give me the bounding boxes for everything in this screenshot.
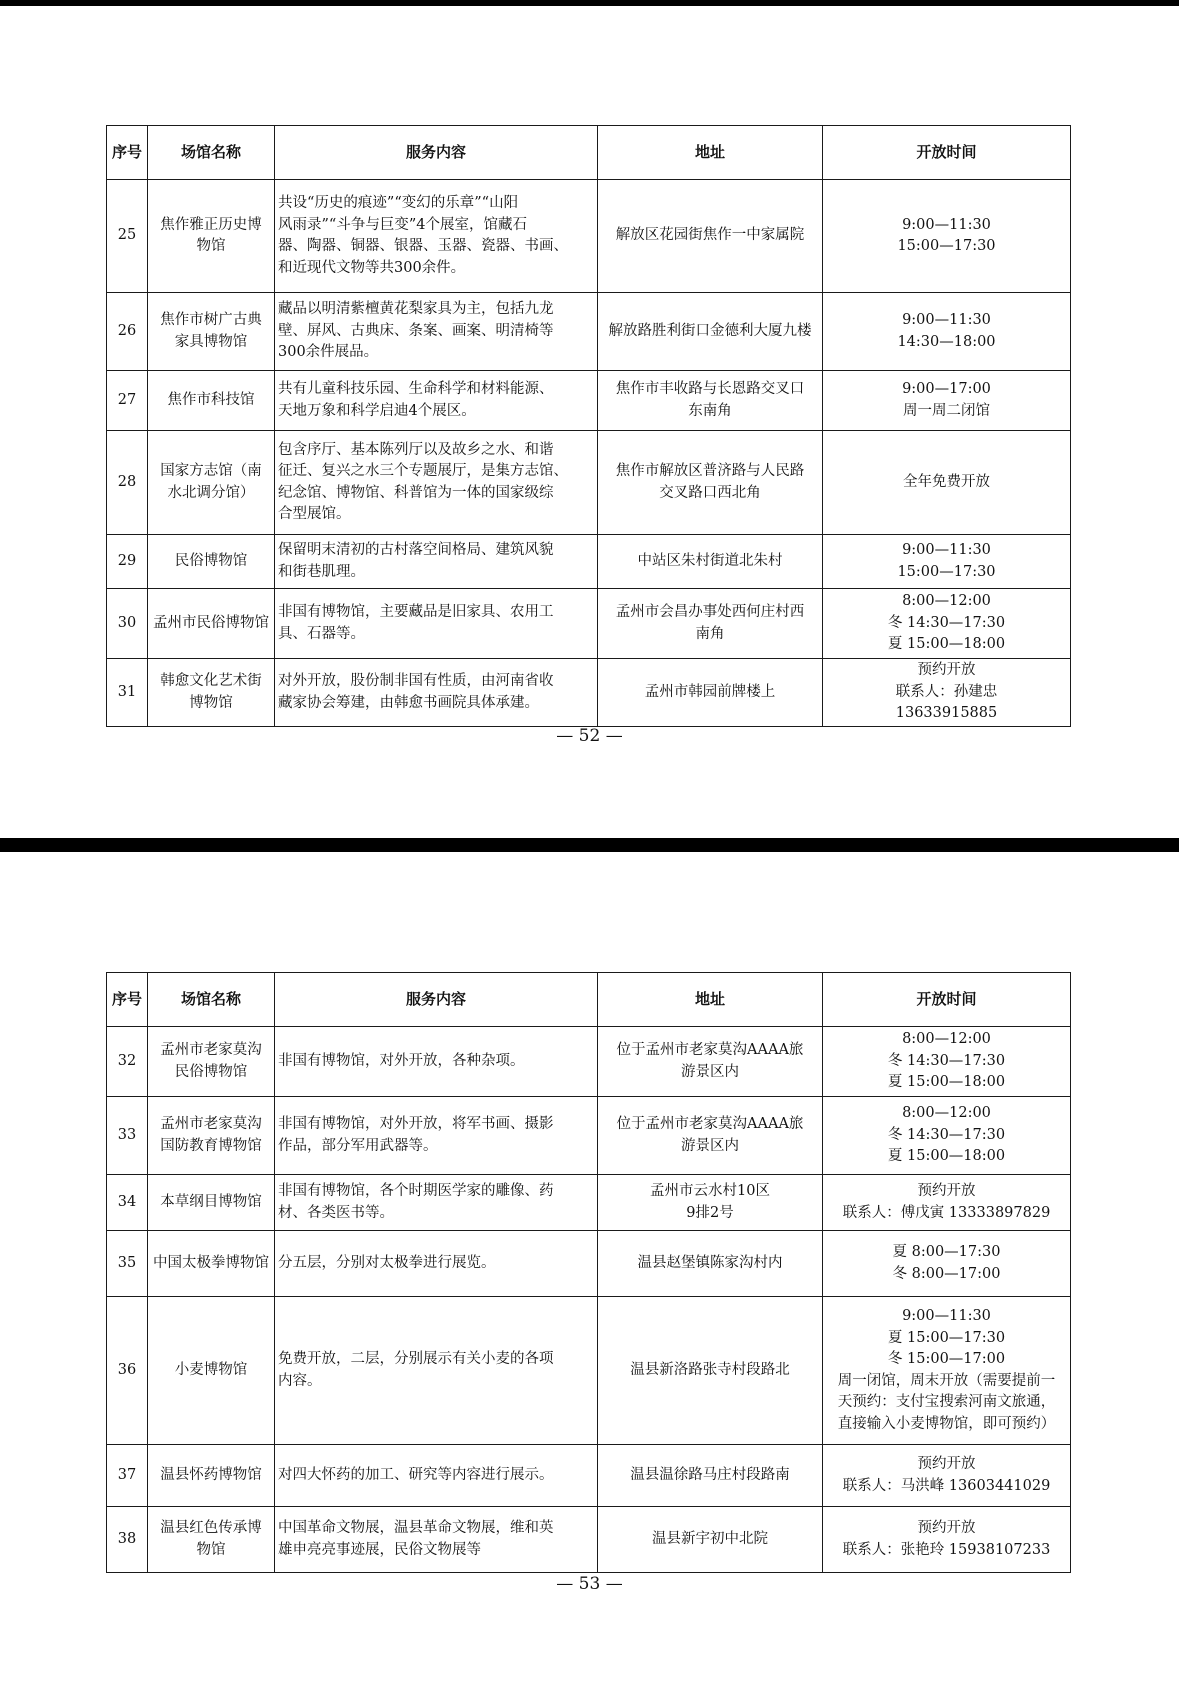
cell-service-content [275, 1507, 598, 1573]
cell-address [598, 1297, 823, 1445]
cell-opening-hours [823, 180, 1071, 293]
cell-venue-name-line: 本草纲目博物馆 [160, 1193, 262, 1210]
table-row [107, 589, 1071, 659]
cell-address [598, 180, 823, 293]
cell-address-line: 温县温徐路马庄村段路南 [630, 1466, 790, 1483]
museum-table-page-53 [106, 972, 1071, 1573]
table-row [107, 1231, 1071, 1297]
cell-opening-hours-line: 全年免费开放 [903, 473, 990, 490]
table-row [107, 180, 1071, 293]
cell-venue-name-line: 物馆 [196, 1541, 226, 1558]
cell-opening-hours-line: 夏 15:00—17:30 [887, 1329, 1006, 1346]
cell-opening-hours-line: 夏 8:00—17:30 [892, 1244, 1001, 1260]
cell-service-content [275, 1097, 598, 1175]
cell-number: 34 [107, 1175, 148, 1231]
cell-venue-name-line: 孟州市老家莫沟 [160, 1116, 262, 1132]
cell-service-content-line: 非国有博物馆，对外开放，各种杂项。 [278, 1052, 525, 1069]
cell-service-content-line: 征迁、复兴之水三个专题展厅，是集方志馆、 [278, 463, 568, 479]
cell-opening-hours-line: 冬 14:30—17:30 [887, 1052, 1006, 1069]
cell-opening-hours [823, 371, 1071, 431]
cell-service-content [275, 659, 598, 727]
cell-venue-name-line: 博物馆 [189, 694, 233, 711]
cell-address-line: 南角 [695, 625, 725, 642]
cell-opening-hours-line: 联系人：傅戊寅 13333897829 [842, 1204, 1051, 1221]
cell-venue-name-line: 孟州市民俗博物馆 [153, 614, 269, 631]
cell-venue-name [148, 1231, 275, 1297]
top-black-bar [0, 0, 1179, 6]
cell-number: 26 [107, 293, 148, 371]
cell-address [598, 589, 823, 659]
cell-opening-hours-line: 13633915885 [895, 705, 998, 722]
cell-service-content-line: 免费开放，二层，分别展示有关小麦的各项 [278, 1351, 554, 1367]
cell-opening-hours-line: 15:00—17:30 [897, 563, 996, 580]
cell-service-content [275, 535, 598, 589]
museum-table-page-52 [106, 125, 1071, 727]
cell-venue-name-line: 温县红色传承博 [160, 1520, 262, 1536]
table-row [107, 659, 1071, 727]
middle-black-bar [0, 838, 1179, 852]
cell-address-line: 游景区内 [681, 1137, 739, 1154]
cell-address [598, 1175, 823, 1231]
cell-opening-hours [823, 1027, 1071, 1097]
cell-number: 29 [107, 535, 148, 589]
table-row [107, 293, 1071, 371]
cell-address [598, 1445, 823, 1507]
cell-address-line: 解放区花园街焦作一中家属院 [615, 227, 805, 244]
cell-opening-hours [823, 1231, 1071, 1297]
cell-address [598, 1507, 823, 1573]
cell-opening-hours [823, 659, 1071, 727]
cell-venue-name-line: 温县怀药博物馆 [160, 1466, 262, 1483]
cell-service-content-line: 保留明末清初的古村落空间格局、建筑风貌 [278, 542, 554, 558]
cell-opening-hours-line: 14:30—18:00 [897, 333, 996, 350]
cell-venue-name-line: 焦作市树广古典 [160, 312, 262, 328]
cell-opening-hours [823, 535, 1071, 589]
cell-opening-hours [823, 1297, 1071, 1445]
cell-opening-hours-line: 9:00—11:30 [902, 542, 991, 558]
header-no: 序号 [107, 973, 148, 1027]
cell-opening-hours-line: 冬 8:00—17:00 [892, 1265, 1001, 1282]
cell-number: 38 [107, 1507, 148, 1573]
cell-venue-name [148, 1445, 275, 1507]
cell-service-content [275, 371, 598, 431]
cell-service-content-line: 器、陶器、铜器、银器、玉器、瓷器、书画、 [278, 238, 568, 254]
cell-address [598, 659, 823, 727]
table-row [107, 431, 1071, 535]
cell-service-content-line: 非国有博物馆，各个时期医学家的雕像、药 [278, 1183, 554, 1199]
cell-address [598, 1027, 823, 1097]
cell-opening-hours-line: 9:00—11:30 [902, 312, 991, 328]
cell-service-content-line: 非国有博物馆，对外开放，将军书画、摄影 [278, 1116, 554, 1132]
cell-address-line: 温县新宇初中北院 [652, 1530, 768, 1547]
cell-venue-name-line: 小麦博物馆 [174, 1361, 248, 1378]
cell-venue-name-line: 国防教育博物馆 [160, 1137, 262, 1154]
cell-number: 25 [107, 180, 148, 293]
cell-address-line: 孟州市会昌办事处西何庄村西 [615, 604, 805, 620]
page-number: — 52 — [556, 726, 623, 746]
cell-opening-hours-line: 周一闭馆，周末开放（需要提前一 [837, 1372, 1056, 1389]
cell-venue-name-line: 中国太极拳博物馆 [153, 1254, 269, 1271]
header-hours: 开放时间 [823, 973, 1071, 1027]
cell-address-line: 孟州市韩园前牌楼上 [644, 683, 776, 700]
cell-service-content [275, 1175, 598, 1231]
cell-service-content-line: 共有儿童科技乐园、生命科学和材料能源、 [278, 381, 554, 397]
cell-address-line: 交叉路口西北角 [659, 484, 761, 501]
cell-venue-name-line: 焦作市科技馆 [167, 391, 255, 408]
cell-opening-hours [823, 1445, 1071, 1507]
table-header-row [107, 126, 1071, 180]
cell-service-content-line: 藏品以明清紫檀黄花梨家具为主，包括九龙 [278, 301, 554, 318]
cell-venue-name [148, 371, 275, 431]
cell-address [598, 535, 823, 589]
cell-service-content-line: 天地万象和科学启迪4个展区。 [278, 402, 476, 419]
cell-opening-hours-line: 夏 15:00—18:00 [887, 636, 1006, 653]
cell-number: 27 [107, 371, 148, 431]
cell-venue-name-line: 国家方志馆（南 [160, 463, 262, 479]
cell-opening-hours-line: 冬 15:00—17:00 [887, 1351, 1006, 1367]
cell-venue-name [148, 1175, 275, 1231]
cell-venue-name [148, 431, 275, 535]
cell-service-content [275, 1445, 598, 1507]
cell-venue-name-line: 家具博物馆 [174, 333, 248, 350]
header-hours: 开放时间 [823, 126, 1071, 180]
cell-number: 35 [107, 1231, 148, 1297]
cell-service-content-line: 和街巷肌理。 [278, 563, 365, 580]
cell-number: 30 [107, 589, 148, 659]
cell-opening-hours-line: 预约开放 [917, 1520, 976, 1536]
table-header-row [107, 973, 1071, 1027]
cell-number: 36 [107, 1297, 148, 1445]
cell-address-line: 温县新洛路张寺村段路北 [630, 1361, 790, 1378]
cell-venue-name [148, 589, 275, 659]
cell-address-line: 焦作市解放区普济路与人民路 [615, 463, 805, 479]
cell-number: 32 [107, 1027, 148, 1097]
cell-address [598, 293, 823, 371]
table-row [107, 1097, 1071, 1175]
cell-opening-hours-line: 周一周二闭馆 [903, 402, 990, 419]
cell-venue-name [148, 659, 275, 727]
cell-venue-name-line: 民俗博物馆 [174, 552, 248, 569]
table-row [107, 1507, 1071, 1573]
cell-service-content [275, 1027, 598, 1097]
cell-opening-hours-line: 8:00—12:00 [902, 593, 991, 610]
cell-address [598, 371, 823, 431]
cell-address-line: 9排2号 [686, 1204, 734, 1221]
cell-opening-hours-line: 直接输入小麦博物馆，即可预约） [837, 1415, 1056, 1432]
header-address: 地址 [598, 126, 823, 180]
cell-opening-hours-line: 预约开放 [917, 662, 976, 679]
cell-service-content-line: 对外开放，股份制非国有性质，由河南省收 [278, 673, 554, 689]
cell-service-content-line: 和近现代文物等共300余件。 [278, 259, 466, 276]
cell-service-content [275, 293, 598, 371]
cell-venue-name-line: 孟州市老家莫沟 [160, 1042, 262, 1058]
cell-opening-hours [823, 293, 1071, 371]
table-row [107, 371, 1071, 431]
cell-service-content [275, 180, 598, 293]
cell-service-content-line: 非国有博物馆，主要藏品是旧家具、农用工 [278, 604, 554, 620]
cell-opening-hours [823, 1507, 1071, 1573]
cell-venue-name-line: 水北调分馆） [167, 484, 255, 501]
cell-opening-hours-line: 联系人：张艳玲 15938107233 [842, 1541, 1051, 1558]
cell-address-line: 温县赵堡镇陈家沟村内 [637, 1254, 783, 1271]
header-name: 场馆名称 [148, 973, 275, 1027]
cell-opening-hours-line: 8:00—12:00 [902, 1105, 991, 1122]
cell-service-content-line: 300余件展品。 [278, 344, 379, 361]
cell-service-content-line: 作品，部分军用武器等。 [278, 1137, 438, 1154]
page-number: — 53 — [556, 1574, 623, 1594]
header-content: 服务内容 [275, 126, 598, 180]
cell-venue-name [148, 535, 275, 589]
cell-number: 37 [107, 1445, 148, 1507]
cell-opening-hours-line: 夏 15:00—18:00 [887, 1074, 1006, 1091]
cell-service-content-line: 藏家协会筹建，由韩愈书画院具体承建。 [278, 694, 539, 711]
header-content: 服务内容 [275, 973, 598, 1027]
cell-opening-hours-line: 9:00—11:30 [902, 216, 991, 233]
cell-venue-name [148, 1097, 275, 1175]
cell-address-line: 东南角 [688, 402, 732, 419]
cell-address-line: 解放路胜利街口金德利大厦九楼 [608, 322, 812, 339]
cell-service-content [275, 1297, 598, 1445]
cell-venue-name [148, 293, 275, 371]
cell-opening-hours-line: 15:00—17:30 [897, 238, 996, 254]
cell-service-content-line: 内容。 [278, 1372, 322, 1389]
cell-number: 31 [107, 659, 148, 727]
cell-address [598, 431, 823, 535]
cell-venue-name [148, 180, 275, 293]
cell-opening-hours [823, 1175, 1071, 1231]
header-address: 地址 [598, 973, 823, 1027]
header-name: 场馆名称 [148, 126, 275, 180]
cell-address-line: 焦作市丰收路与长恩路交叉口 [615, 381, 805, 397]
cell-opening-hours [823, 1097, 1071, 1175]
cell-venue-name-line: 民俗博物馆 [174, 1063, 248, 1080]
cell-venue-name-line: 焦作雅正历史博 [160, 216, 262, 233]
cell-opening-hours-line: 联系人：马洪峰 13603441029 [842, 1477, 1051, 1494]
cell-opening-hours-line: 联系人：孙建忠 [895, 683, 998, 700]
table-row [107, 1027, 1071, 1097]
cell-opening-hours-line: 冬 14:30—17:30 [887, 1126, 1006, 1143]
cell-opening-hours-line: 预约开放 [917, 1456, 976, 1472]
cell-opening-hours-line: 冬 14:30—17:30 [887, 614, 1006, 631]
cell-service-content-line: 中国革命文物展，温县革命文物展，维和英 [278, 1520, 554, 1536]
cell-service-content-line: 对四大怀药的加工、研究等内容进行展示。 [278, 1466, 554, 1483]
cell-service-content [275, 1231, 598, 1297]
table-row [107, 535, 1071, 589]
cell-opening-hours [823, 431, 1071, 535]
cell-service-content-line: 材、各类医书等。 [278, 1204, 394, 1221]
cell-address-line: 中站区朱村街道北朱村 [637, 552, 783, 569]
cell-service-content [275, 589, 598, 659]
cell-opening-hours-line: 8:00—12:00 [902, 1031, 991, 1048]
cell-venue-name [148, 1297, 275, 1445]
cell-service-content-line: 具、石器等。 [278, 625, 365, 642]
cell-service-content-line: 分五层，分别对太极拳进行展览。 [278, 1254, 496, 1271]
cell-venue-name [148, 1507, 275, 1573]
cell-address-line: 游景区内 [681, 1063, 739, 1080]
cell-address [598, 1097, 823, 1175]
table-row [107, 1175, 1071, 1231]
cell-opening-hours-line: 夏 15:00—18:00 [887, 1148, 1006, 1165]
header-no: 序号 [107, 126, 148, 180]
cell-opening-hours-line: 天预约：支付宝搜索河南文旅通， [837, 1394, 1056, 1410]
cell-number: 33 [107, 1097, 148, 1175]
cell-venue-name [148, 1027, 275, 1097]
cell-venue-name-line: 韩愈文化艺术街 [160, 673, 262, 689]
cell-address-line: 孟州市云水村10区 [650, 1183, 770, 1199]
table-row [107, 1297, 1071, 1445]
cell-address [598, 1231, 823, 1297]
cell-opening-hours-line: 9:00—17:00 [902, 381, 991, 397]
cell-number: 28 [107, 431, 148, 535]
cell-address-line: 位于孟州市老家莫沟AAAA旅 [616, 1116, 804, 1132]
cell-service-content-line: 包含序厅、基本陈列厅以及故乡之水、和谐 [278, 441, 554, 458]
cell-opening-hours-line: 9:00—11:30 [902, 1308, 991, 1324]
cell-service-content-line: 雄申亮亮事迹展，民俗文物展等 [278, 1541, 481, 1558]
cell-service-content-line: 合型展馆。 [278, 506, 351, 522]
cell-venue-name-line: 物馆 [196, 238, 226, 254]
cell-service-content-line: 共设“历史的痕迹”“变幻的乐章”“山阳 [278, 195, 519, 211]
cell-opening-hours [823, 589, 1071, 659]
cell-service-content [275, 431, 598, 535]
cell-service-content-line: 壁、屏风、古典床、条案、画案、明清椅等 [278, 322, 554, 339]
cell-opening-hours-line: 预约开放 [917, 1183, 976, 1199]
cell-address-line: 位于孟州市老家莫沟AAAA旅 [616, 1042, 804, 1058]
cell-service-content-line: 风雨录”“斗争与巨变”4个展室，馆藏石 [278, 216, 527, 233]
cell-service-content-line: 纪念馆、博物馆、科普馆为一体的国家级综 [278, 484, 554, 501]
table-row [107, 1445, 1071, 1507]
